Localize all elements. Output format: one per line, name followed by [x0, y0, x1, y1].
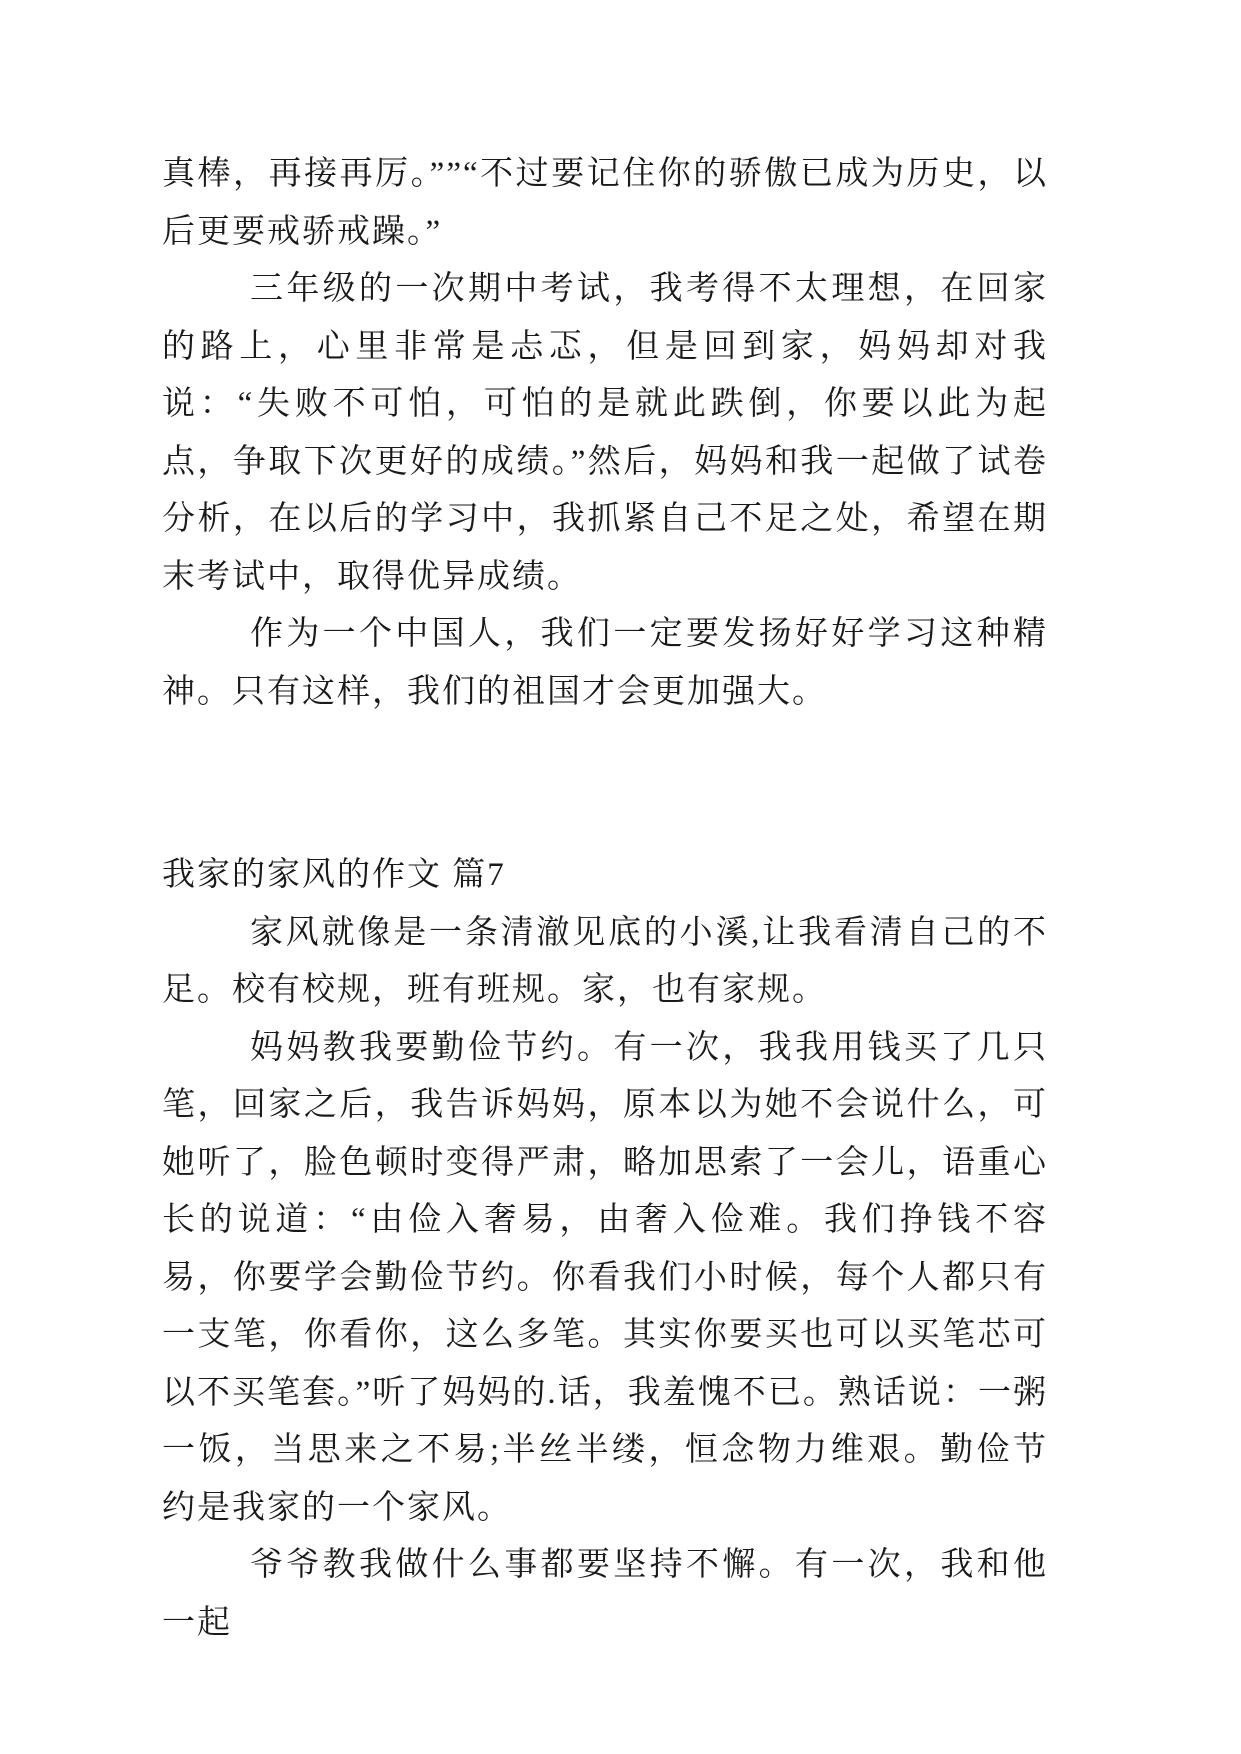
- section-heading: 我家的家风的作文 篇7: [162, 857, 506, 893]
- essay-body: [162, 146, 1048, 1652]
- paragraph-family-rules-intro: 家风就像是一条清澈见底的小溪,让我看清自己的不足。校有校规，班有班规。家，也有家规。: [162, 914, 1048, 1008]
- paragraph-grandpa-perseverance: 爷爷教我做什么事都要坚持不懈。有一次，我和他一起: [162, 1547, 1048, 1641]
- paragraph-midterm-exam: 三年级的一次期中考试，我考得不太理想，在回家的路上，心里非常是忐忑，但是回到家，妈妈却对我说：“失败不可怕，可怕的是就此跌倒，你要以此为起点，争取下次更好的成绩。”然后，妈妈和我一起做了试卷分析，在以后的学习中，我抓紧自己不足之处，希望在期末考试中，取得优异成绩。: [162, 271, 1048, 595]
- paragraph-thrift-lesson: 妈妈教我要勤俭节约。有一次，我我用钱买了几只笔，回家之后，我告诉妈妈，原本以为她不会说什么，可她听了，脸色顿时变得严肃，略加思索了一会儿，语重心长的说道：“由俭入奢易，由奢入俭难。我们挣钱不容易，你要学会勤俭节约。你看我们小时候，每个人都只有一支笔，你看你，这么多笔。其实你要买也可以买笔芯可以不买笔套。”听了妈妈的.话，我羞愧不已。熟话说：一粥一饭，当思来之不易;半丝半缕，恒念物力维艰。勤俭节约是我家的一个家风。: [162, 1029, 1048, 1526]
- paragraph-continuation: 真棒，再接再厉。””“不过要记住你的骄傲已成为历史，以后更要戒骄戒躁。”: [162, 156, 1048, 250]
- paragraph-conclusion: 作为一个中国人，我们一定要发扬好好学习这种精神。只有这样，我们的祖国才会更加强大。: [162, 616, 1048, 710]
